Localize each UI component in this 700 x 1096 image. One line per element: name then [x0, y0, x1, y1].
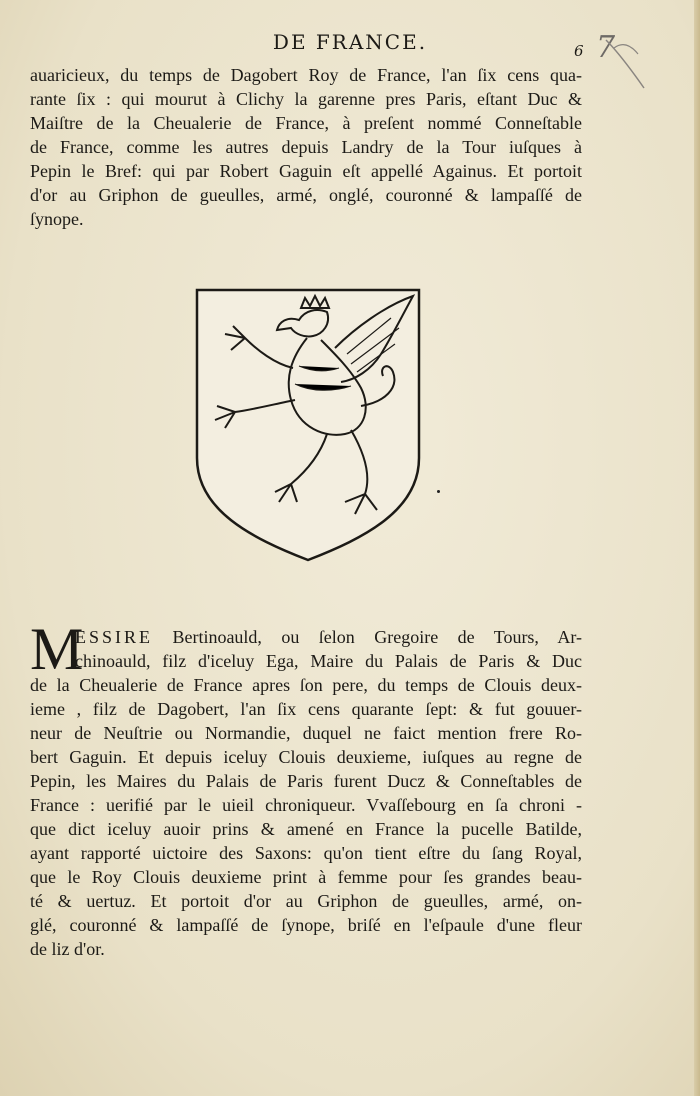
text-line: de France, comme les autres depuis Landry de la Tour iuſques à [30, 137, 582, 157]
text-line: Maiſtre de la Cheualerie de France, à preſent nommé Conneſtable [30, 113, 582, 133]
griffin-shield-icon [195, 288, 421, 562]
text-line: de la Cheualerie de France apres ſon pere, du temps de Clouis deux- [30, 675, 582, 695]
text-line: que dict iceluy auoir prins & amené en France la pucelle Batilde, [30, 819, 582, 839]
text-line: neur de Neuſtrie ou Normandie, duquel ne faict mention frere Ro- [30, 723, 582, 743]
text-line: Pepin, les Maires du Palais de Paris furent Ducz & Conneſtables de [30, 771, 582, 791]
folio-number: 6 [574, 42, 584, 60]
text-line: que le Roy Clouis deuxieme print à femme pour ſes grandes beau- [30, 867, 582, 887]
first-word: ESSIRE [75, 627, 154, 647]
text-line: bert Gaguin. Et depuis iceluy Clouis deuxieme, iuſques au regne de [30, 747, 582, 767]
drop-cap: M [30, 616, 84, 682]
handwritten-scratch-icon [600, 34, 650, 94]
text-line: auaricieux, du temps de Dagobert Roy de France, l'an ſix cens qua- [30, 65, 582, 85]
line-text: Bertinoauld, ou ſelon Gregoire de Tours, Ar- [172, 627, 582, 647]
paragraph-landry [30, 63, 582, 231]
handwritten-folio: 7 [596, 30, 616, 65]
text-line [30, 625, 582, 649]
text-line: chinoauld, filz d'iceluy Ega, Maire du Palais de Paris & Duc [75, 651, 582, 671]
text-line: ieme , filz de Dagobert, l'an ſix cens quarante ſept: & fut gouuer- [30, 699, 582, 719]
text-line: d'or au Griphon de gueulles, armé, onglé, couronné & lampaſſé de [30, 185, 582, 205]
ornamental-dot [437, 490, 440, 493]
text-line: ſynope. [30, 209, 84, 229]
text-line: té & uertuz. Et portoit d'or au Griphon de gueulles, armé, on- [30, 891, 582, 911]
text-line: France : uerifié par le uieil chroniqueur. Vvaſſebourg en ſa chroni - [30, 795, 582, 815]
text-line: ayant rapporté uictoire des Saxons: qu'on tient eſtre du ſang Royal, [30, 843, 582, 863]
page-edge [694, 0, 700, 1096]
text-line: de liz d'or. [30, 939, 105, 959]
paragraph-bertinoauld [30, 616, 582, 961]
running-header: DE FRANCE. [272, 30, 428, 54]
text-line: rante ſix : qui mourut à Clichy la garenne pres Paris, eſtant Duc & [30, 89, 582, 109]
text-line: Pepin le Bref: qui par Robert Gaguin eſt appellé Againus. Et portoit [30, 161, 582, 181]
text-line: glé, couronné & lampaſſé de ſynope, briſé en l'eſpaule d'une fleur [30, 915, 582, 935]
